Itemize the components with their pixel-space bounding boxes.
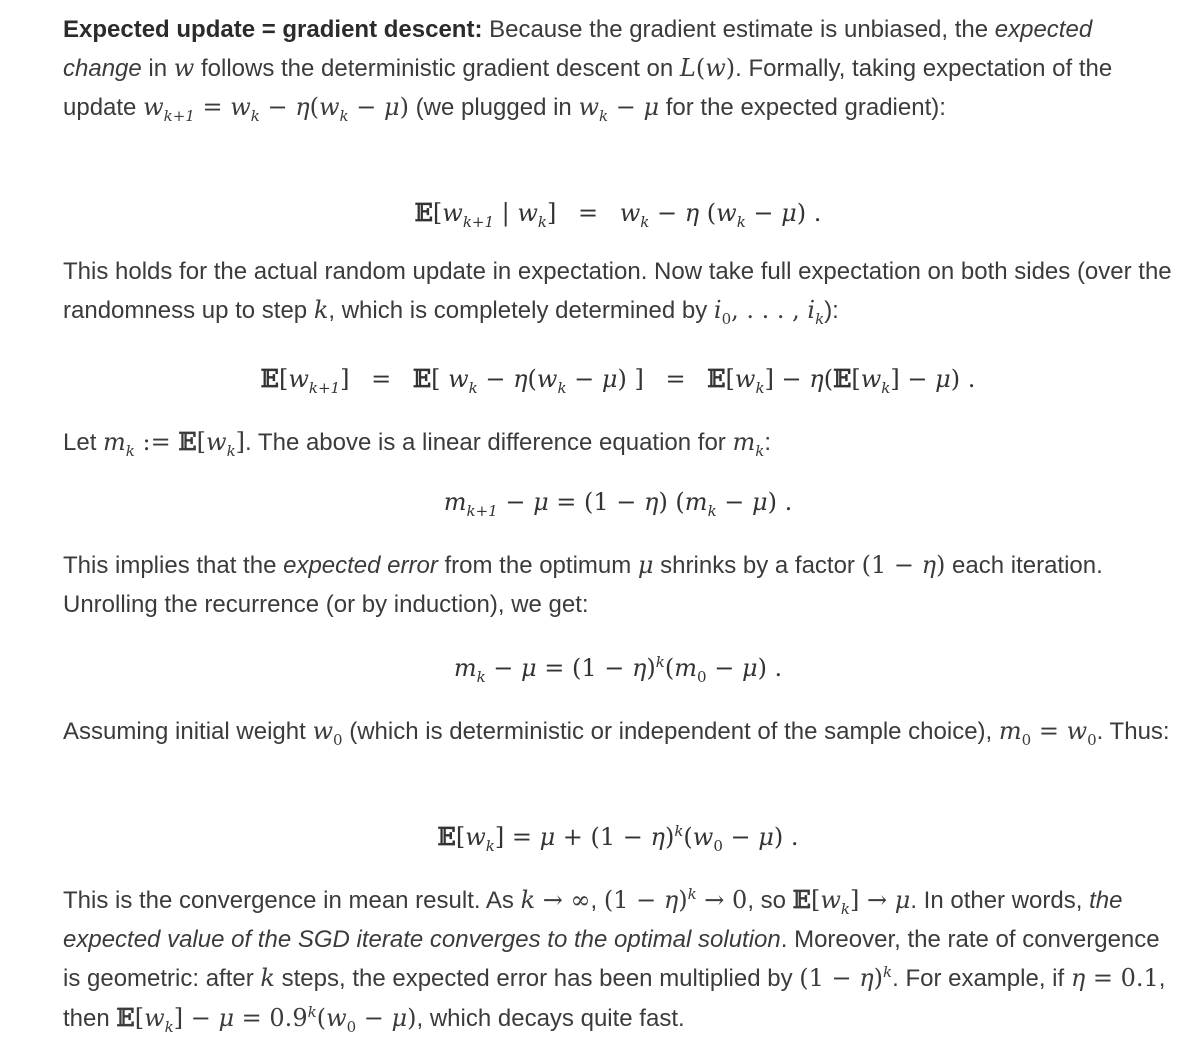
text-run: from the optimum: [437, 552, 638, 579]
text-run: in: [141, 55, 174, 82]
text-run: (we plugged in: [408, 94, 579, 121]
text-run: This is the convergence in mean result. As: [63, 887, 521, 914]
text-run: Because the gradient estimate is unbiased, the: [482, 16, 995, 43]
text-run: , which decays quite fast.: [416, 1005, 685, 1032]
text-run: . In other words,: [910, 887, 1090, 914]
paragraph-expected-update: Expected update = gradient descent: Because the gradient estimate is unbiased, the expected change in w follows the deterministic gradient descent on L(w). Formally, taking expectation of the update $w_{k+1} = w_k - \eta(w_k - \mu)$ (we plugged in $w_k - \mu$ for the expected gradient):: [63, 16, 1113, 125]
equation-full-expectation: $𝔼[w_{k+1}]$ = 𝔼[ $w_k - \eta(w_k - \mu)$ ] = $𝔼[w_k]$ − $\eta(𝔼[w_k] - \mu)$ .: [260, 364, 976, 397]
paragraph-initial-weight: Assuming initial weight $w_0$ (which is deterministic or independent of the sample choice), $m_0 = w_0$. Thus:: [63, 717, 1170, 749]
emphasis-text: expected change: [63, 16, 1093, 82]
emphasis-text: the expected value of the SGD iterate converges to the optimal solution: [63, 887, 1123, 953]
text-run: Assuming initial weight: [63, 718, 313, 745]
text-run: ):: [824, 297, 839, 324]
text-run: shrinks by a factor: [653, 552, 862, 579]
text-run: , so: [747, 887, 793, 914]
text-run: steps, the expected error has been multiplied by: [274, 965, 800, 992]
text-run: . Moreover, the rate of convergence is geometric: after: [63, 926, 1160, 992]
text-run: ,: [590, 887, 604, 914]
equation-conditional-expectation: $𝔼[w_{k+1}$ | $w_k] = w_k - \eta$ $(w_k - \mu)$ .: [414, 198, 822, 231]
bold-lead: Expected update = gradient descent:: [63, 16, 483, 43]
equation-expected-weight: $𝔼[w_k] = \mu + (1 - \eta)^k(w_0 - \mu)$ .: [437, 822, 799, 855]
text-run: . Thus:: [1096, 718, 1170, 745]
math-inline: $w_{k+1}$: [143, 93, 195, 125]
text-run: :: [764, 429, 771, 456]
text-run: This implies that the: [63, 552, 284, 579]
text-run: . For example, if: [892, 965, 1071, 992]
paragraph-convergence: This is the convergence in mean result. As k → ∞, $(1 - \eta)^k \to 0$, so $𝔼[w_k] \to \mu$. In other words, the expected value of the SGD iterate converges to the optimal solution. Moreover, the rate of convergence is geometric: after k steps, the expected error has been multiplied by $(1 - \eta)^k$. For example, if η = 0.1, then $𝔼[w_k] - \mu = 0.9^k(w_0 - \mu)$, which decays quite fast.: [63, 885, 1166, 1036]
emphasis-text: expected error: [283, 552, 438, 579]
text-run: Let: [63, 429, 104, 456]
text-run: , which is completely determined by: [328, 297, 714, 324]
text-run: . The above is a linear difference equation for: [245, 429, 733, 456]
paragraph-full-expectation: This holds for the actual random update in expectation. Now take full expectation on both sides (over the randomness up to step k, which is completely determined by $i_0$, . . . , $i_k$):: [63, 258, 1172, 328]
text-run: for the expected gradient):: [659, 94, 946, 121]
paragraph-let-m: Let $m_k$ := $𝔼[w_k]$. The above is a linear difference equation for $m_k$:: [63, 427, 771, 460]
text-run: each iteration. Unrolling the recurrence (or by induction), we get:: [63, 552, 1103, 618]
text-run: follows the deterministic gradient descent on: [194, 55, 680, 82]
math-inline: w: [173, 54, 195, 82]
text-run: . Formally, taking expectation of the update: [63, 55, 1113, 121]
paragraph-expected-error: This implies that the expected error from the optimum μ shrinks by a factor (1 − η) each iteration. Unrolling the recurrence (or by induction), we get:: [63, 551, 1103, 618]
text-run: , then: [63, 965, 1166, 1032]
text-run: This holds for the actual random update in expectation. Now take full expectation on both sides (over the randomness up to step: [63, 258, 1172, 324]
math-inline: $w_k$: [578, 93, 609, 125]
text-run: (which is deterministic or independent of the sample choice),: [342, 718, 999, 745]
equation-difference: $m_{k+1} - \mu = (1 - \eta) (m_k - \mu)$ .: [443, 488, 793, 520]
math-inline: L: [679, 54, 696, 82]
equation-unrolled: $m_k - \mu = (1 - \eta)^k(m_0 - \mu)$ .: [453, 653, 783, 686]
